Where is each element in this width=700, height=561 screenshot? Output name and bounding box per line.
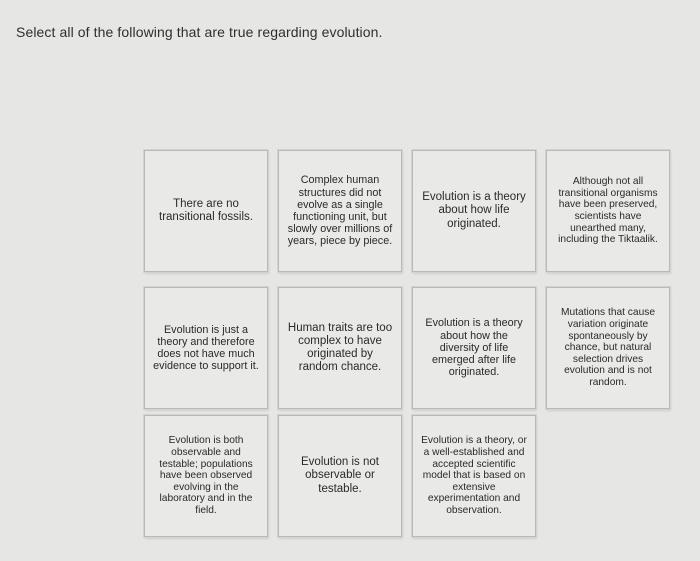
answer-card-not-observable[interactable]: [278, 415, 402, 537]
answer-card-tiktaalik[interactable]: [546, 150, 670, 272]
answer-card-text: Although not all transitional organisms have been preserved, scientists have unearthed many, including the Tiktaalik.: [558, 176, 658, 246]
answer-card-text: Evolution is both observable and testable; populations have been observed evolving in the laboratory and in the field.: [159, 435, 253, 516]
answer-card-text: Evolution is a theory, or a well-established and accepted scientific model that is based on extensive experimentation and observation.: [421, 435, 527, 516]
answer-card-text: Evolution is just a theory and therefore does not have much evidence to support it.: [153, 323, 259, 373]
answer-card-text: Human traits are too complex to have originated by random chance.: [287, 321, 393, 374]
answer-card-text: Evolution is a theory about how the diversity of life emerged after life originated.: [425, 317, 523, 379]
question-prompt: Select all of the following that are true regarding evolution.: [16, 24, 383, 40]
answer-card-how-life-originated[interactable]: [412, 150, 536, 272]
answer-card-observable-testable[interactable]: [144, 415, 268, 537]
answer-card-human-traits-complex[interactable]: [278, 287, 402, 409]
answer-card-text: There are no transitional fossils.: [159, 197, 253, 223]
answer-card-text: Evolution is a theory about how life originated.: [422, 191, 526, 230]
answer-card-diversity-of-life[interactable]: [412, 287, 536, 409]
answer-card-text: Mutations that cause variation originate spontaneously by chance, but natural selection drives evolution and is not random.: [560, 307, 655, 388]
answer-card-no-transitional-fossils[interactable]: [144, 150, 268, 272]
answer-card-complex-structures[interactable]: [278, 150, 402, 272]
answer-card-mutations-natural-selection[interactable]: [546, 287, 670, 409]
answer-card-well-established-theory[interactable]: [412, 415, 536, 537]
answer-card-text: Complex human structures did not evolve as a single functioning unit, but slowly over millions of years, piece by piece.: [287, 174, 393, 248]
answer-card-just-a-theory[interactable]: [144, 287, 268, 409]
answer-card-text: Evolution is not observable or testable.: [301, 456, 379, 495]
